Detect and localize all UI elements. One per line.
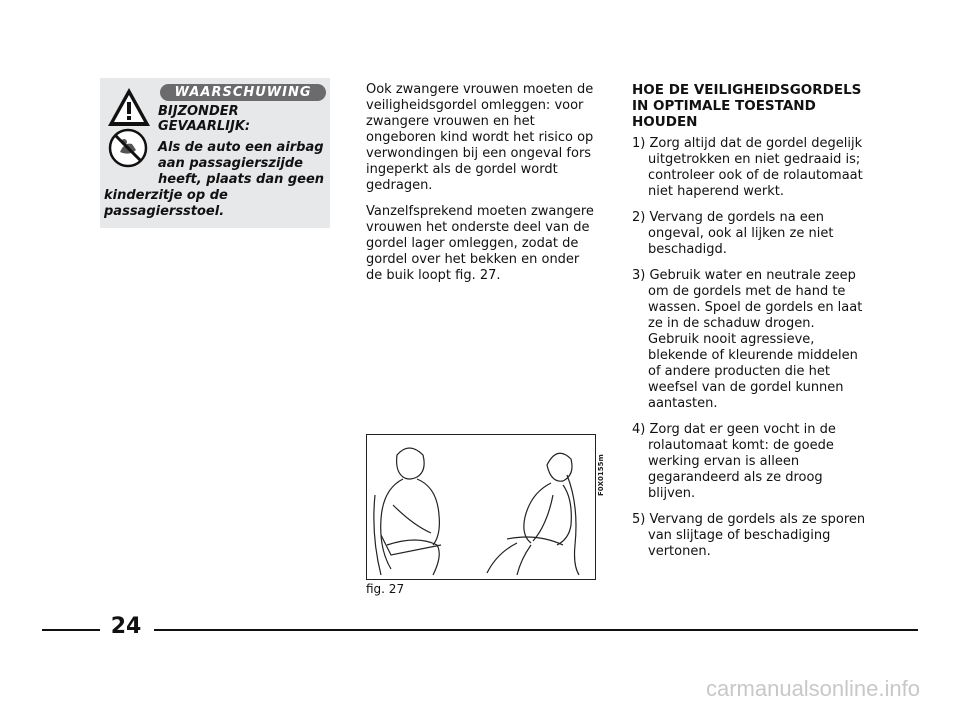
figure-code: F0X0155m xyxy=(597,454,605,496)
right-column xyxy=(632,82,868,570)
list-item-3: 3) Gebruik water en neutrale zeep om de gordels met de hand te wassen. Spoel de gordels en laat ze in de schaduw drogen. Gebruik nooit agressieve, blekende of kleurende middelen of andere producten die het weefsel van de gordel kunnen aantasten. xyxy=(632,268,863,411)
warning-box xyxy=(100,78,330,228)
list-item-2: 2) Vervang de gordels na een ongeval, ook al lijken ze niet beschadigd. xyxy=(632,210,834,257)
warning-text-line3: heeft, plaats dan geen xyxy=(158,172,325,187)
page-number: 24 xyxy=(110,614,142,639)
warning-title-line1: BIJZONDER xyxy=(158,104,239,119)
footer-line-right xyxy=(154,629,918,631)
warning-text-line4: kinderzitje op de xyxy=(104,188,228,203)
list-item-1: 1) Zorg altijd dat de gordel degelijk uitgetrokken en niet gedraaid is; controleer ook of de rolautomaat niet haperend werkt. xyxy=(632,136,863,199)
list-item-4: 4) Zorg dat er geen vocht in de rolautomaat komt: de goede werking ervan is alleen gegarandeerd als ze droog blijven. xyxy=(632,422,836,501)
warning-title-line2: GEVAARLIJK: xyxy=(158,119,251,134)
footer-line-left xyxy=(42,629,100,631)
warning-triangle-icon xyxy=(106,86,152,128)
warning-text-line1: Als de auto een airbag xyxy=(158,140,324,155)
figure-caption: fig. 27 xyxy=(366,582,405,596)
pregnant-women-seatbelt-illustration xyxy=(367,435,595,579)
warning-text-line5: passagiersstoel. xyxy=(104,204,225,219)
middle-column xyxy=(366,82,598,294)
warning-text-line2: aan passagierszijde xyxy=(158,156,303,171)
paragraph-pregnant-women: Ook zwangere vrouwen moeten de veiligheidsgordel omleggen: voor zwangere vrouwen en het ongeboren kind wordt het risico op verwondingen bij een ongeval fors ingeperkt als de gordel wordt gedragen. xyxy=(366,82,594,193)
warning-badge: WAARSCHUWING xyxy=(160,84,326,101)
paragraph-lower-belt: Vanzelfsprekend moeten zwangere vrouwen het onderste deel van de gordel lager omleggen, zodat de gordel over het bekken en onder de buik loopt fig. 27. xyxy=(366,204,594,283)
list-item-5: 5) Vervang de gordels als ze sporen van slijtage of beschadiging vertonen. xyxy=(632,512,866,559)
section-title: HOE DE VEILIGHEIDSGORDELS IN OPTIMALE TOESTAND HOUDEN xyxy=(632,82,862,130)
warning-text xyxy=(104,140,326,220)
figure-27-illustration xyxy=(366,434,596,580)
watermark: carmanualsonline.info xyxy=(705,676,920,701)
warning-title xyxy=(158,104,328,134)
